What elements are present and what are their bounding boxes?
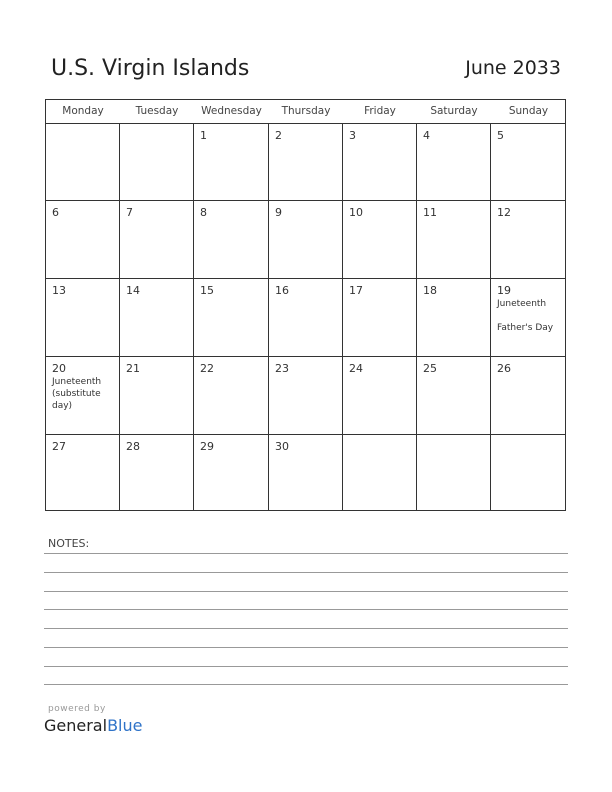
day-cell [269,124,343,201]
day-cell [343,124,417,201]
day-cell [343,279,417,357]
day-number: 1 [200,129,207,142]
notes-line [44,684,568,685]
day-number: 26 [497,362,511,375]
day-number: 11 [423,206,437,219]
notes-line [44,609,568,610]
day-cell [194,201,269,279]
day-number: 6 [52,206,59,219]
day-cell [343,357,417,435]
day-cell [46,435,120,511]
day-cell [120,435,194,511]
notes-line [44,591,568,592]
day-number: 3 [349,129,356,142]
notes-line [44,666,568,667]
brand-general: General [44,716,108,735]
day-cell [120,124,194,201]
calendar-month: June 2033 [465,57,561,79]
day-cell [269,357,343,435]
powered-by-text: powered by [48,704,106,714]
day-cell [491,201,566,279]
day-number: 4 [423,129,430,142]
day-cell [491,279,566,357]
weekday-thursday: Thursday [281,105,331,117]
day-cell [46,279,120,357]
holiday-event: Juneteenth (substitute day) [52,377,102,411]
day-cell [269,201,343,279]
day-cell [491,124,566,201]
notes-line [44,572,568,573]
day-cell [491,435,566,511]
day-cell [46,357,120,435]
day-number: 5 [497,129,504,142]
weekday-wednesday: Wednesday [201,105,262,117]
day-number: 12 [497,206,511,219]
notes-line [44,647,568,648]
brand-blue: Blue [107,716,143,735]
day-number: 9 [275,206,282,219]
day-cell [417,279,491,357]
day-number: 2 [275,129,282,142]
day-number: 7 [126,206,133,219]
day-number: 18 [423,284,437,297]
day-number: 29 [200,440,214,453]
day-cell [120,279,194,357]
day-number: 21 [126,362,140,375]
day-cell [46,201,120,279]
day-number: 14 [126,284,140,297]
calendar-grid [45,99,566,511]
day-cell [417,435,491,511]
day-number: 22 [200,362,214,375]
holiday-event: Juneteenth [497,299,547,309]
day-number: 23 [275,362,289,375]
day-cell [269,279,343,357]
notes-line [44,628,568,629]
day-cell [417,124,491,201]
day-cell [46,124,120,201]
calendar-title: U.S. Virgin Islands [51,56,250,81]
day-number: 25 [423,362,437,375]
weekday-header [46,100,565,124]
weekday-sunday: Sunday [508,105,549,117]
weekday-monday: Monday [62,105,104,117]
weekday-tuesday: Tuesday [135,105,179,117]
day-number: 8 [200,206,207,219]
weekday-saturday: Saturday [430,105,478,117]
notes-label: NOTES: [48,537,90,550]
day-number: 10 [349,206,363,219]
day-number: 24 [349,362,363,375]
holiday-event: Father's Day [497,323,554,333]
day-number: 19 [497,284,511,297]
notes-line [44,553,568,554]
weekday-friday: Friday [364,105,396,117]
day-number: 17 [349,284,363,297]
day-cell [491,357,566,435]
day-number: 15 [200,284,214,297]
day-cell [120,357,194,435]
day-cell [343,201,417,279]
day-number: 16 [275,284,289,297]
day-cell [417,201,491,279]
day-number: 28 [126,440,140,453]
day-cell [343,435,417,511]
day-cell [269,435,343,511]
day-cell [194,435,269,511]
day-number: 20 [52,362,66,375]
day-number: 27 [52,440,66,453]
day-cell [194,279,269,357]
day-cell [194,357,269,435]
day-cell [417,357,491,435]
day-number: 30 [275,440,289,453]
day-number: 13 [52,284,66,297]
brand-logo [44,716,142,735]
day-cell [120,201,194,279]
day-cell [194,124,269,201]
